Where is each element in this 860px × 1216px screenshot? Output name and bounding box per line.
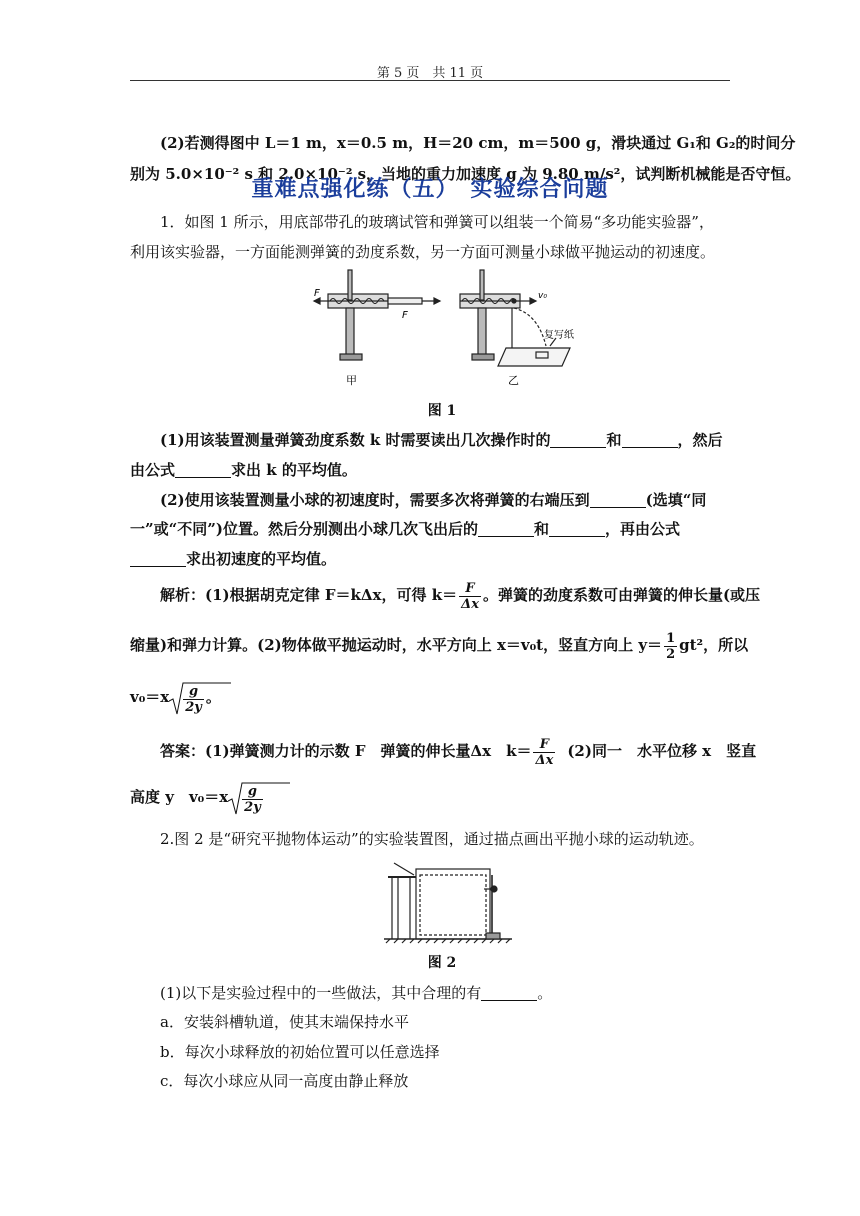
section-title: 重难点强化练（五） 实验综合问题 [251,176,609,202]
figure-2-caption: 图 2 [427,955,457,971]
prev-part2-line1: (2)若测得图中 L＝1 m，x＝0.5 m，H＝20 cm，m＝500 g，滑块通过 G₁和 G₂的时间分 [160,134,796,152]
page-header: 第 5 页 共 11 页 [376,66,484,81]
fig1-label-yi: 乙 [508,374,519,387]
q2-option-b: b．每次小球释放的初始位置可以任意选择 [160,1043,440,1061]
q2-part1: (1)以下是实验过程中的一些做法，其中合理的有 。 [160,984,553,1002]
q1-stem-line1: 1．如图 1 所示，用底部带孔的玻璃试管和弹簧可以组装一个简易“多功能实验器”， [160,213,714,231]
figure-2-apparatus [384,855,514,945]
blank-2 [622,431,678,448]
q1-part2-line2: 一”或“不同”)位置。然后分别测出小球几次飞出后的 和 ，再由公式 [130,520,681,538]
blank-1 [550,431,606,448]
q2-option-c: c．每次小球应从同一高度由静止释放 [160,1072,409,1090]
blank-7 [130,550,186,567]
figure-1-caption: 图 1 [427,403,457,419]
frac-F-over-dx: $\frac{F}{\Delta x}$ [461,580,479,612]
q1-part2-line1: (2)使用该装置测量小球的初速度时，需要多次将弹簧的右端压到 (选填“同 [160,491,707,509]
fig1-label-F-right: F [402,310,408,321]
q1-part1-line2: 由公式 求出 k 的平均值。 [130,461,357,479]
blank-3 [175,461,231,478]
q1-stem-line2: 利用该实验器，一方面能测弹簧的劲度系数，另一方面可测量小球做平抛运动的初速度。 [130,243,716,261]
q1-analysis-line2: 缩量)和弹力计算。(2)物体做平抛运动时，水平方向上 x＝v₀t，竖直方向上 y＝ $\frac{1}{2}$ gt²，所以 [130,630,749,662]
q1-analysis-line1: 解析：(1)根据胡克定律 F＝kΔx，可得 k＝ $\frac{F}{\Delta x}$ 。弹簧的劲度系数可由弹簧的伸长量(或压 [160,580,761,612]
sqrt-g-over-2y: $\frac{g}{2y}$ [169,681,206,715]
fig1-label-paper: 复写纸 [544,330,574,341]
q1-part1-line1: (1)用该装置测量弹簧劲度系数 k 时需要读出几次操作时的 和 ，然后 [160,431,723,449]
header-divider [130,80,730,81]
figure-1-apparatus [300,266,590,391]
frac-one-half: $\frac{1}{2}$ [666,630,676,662]
answer-sqrt-g-over-2y: $\frac{g}{2y}$ [228,781,265,815]
figure-1-jia [314,270,440,360]
q2-option-a: a．安装斜槽轨道，使其末端保持水平 [160,1013,409,1031]
fig1-label-jia: 甲 [346,374,357,387]
blank-8 [481,984,537,1001]
blank-5 [478,520,534,537]
q1-answer-line1: 答案：(1)弹簧测力计的示数 F 弹簧的伸长量Δx k＝ $\frac{F}{\Delta x}$ (2)同一 水平位移 x 竖直 [160,736,757,768]
blank-4 [590,491,646,508]
q1-answer-line2: 高度 y v₀＝x $\frac{g}{2y}$ [130,780,730,815]
fig1-label-v0: v₀ [538,291,547,301]
fig1-label-F-left: F [314,288,320,299]
prev-part2-line2: 别为 5.0×10⁻² s 和 2.0×10⁻² s，当地的重力加速度 g 为 9.80 m/s²，试判断机械能是否守恒。 [130,165,801,183]
q1-part2-line3: 求出初速度的平均值。 [130,549,730,569]
q1-analysis-line3: v₀＝x $\frac{g}{2y}$ 。 [130,680,730,715]
figure-1-yi [460,270,570,366]
q2-stem: 2.图 2 是“研究平抛物体运动”的实验装置图，通过描点画出平抛小球的运动轨迹。 [160,830,704,848]
answer-frac-F-over-dx: $\frac{F}{\Delta x}$ [535,736,554,768]
blank-6 [549,520,605,537]
